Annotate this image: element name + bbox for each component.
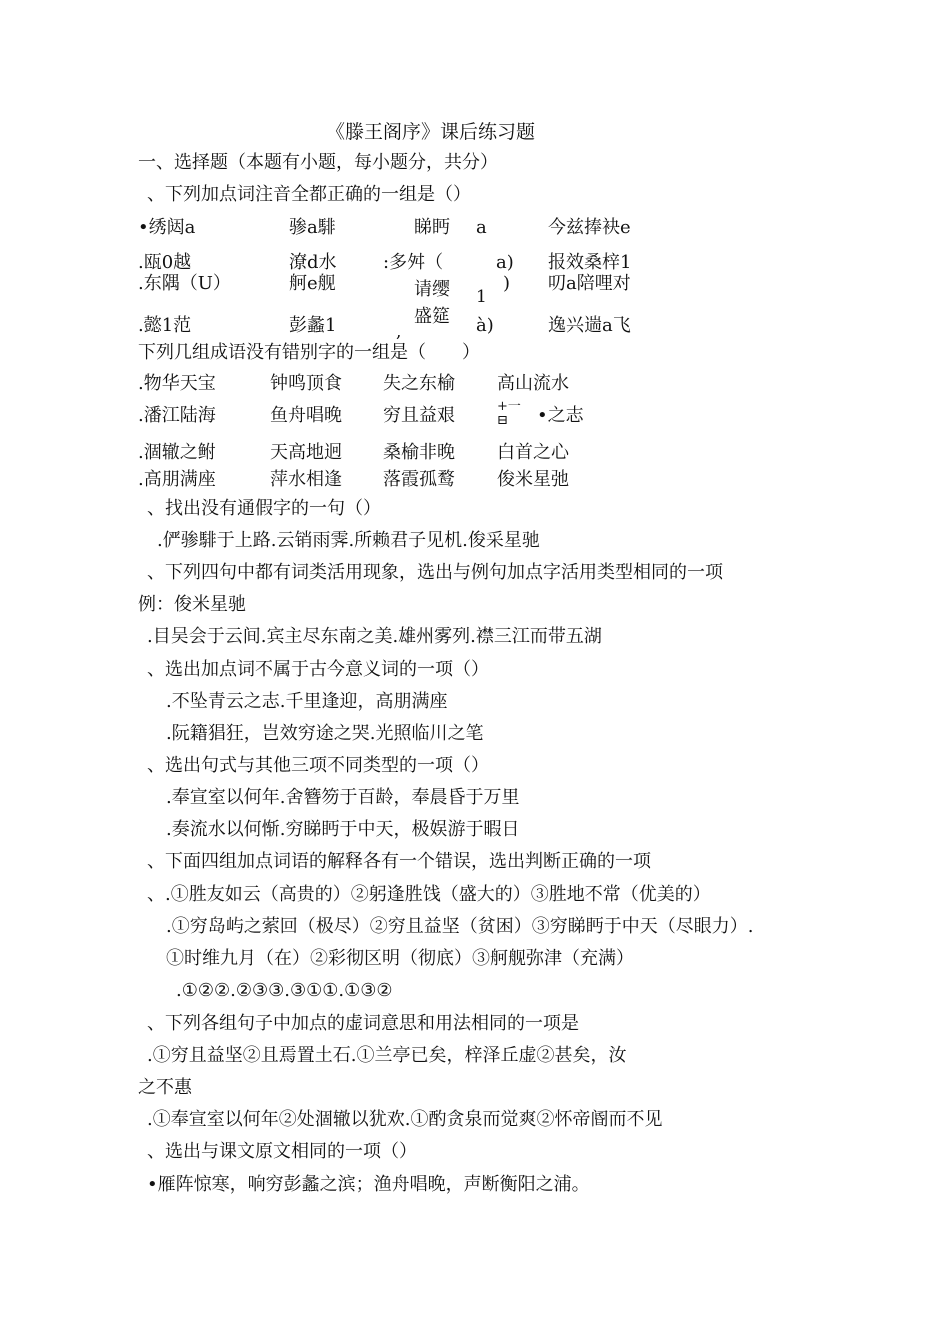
q7-option-4: .①②②.②③③.③①①.①③② (176, 980, 393, 1001)
q7-option-1: 、.①胜友如云（高贵的）②躬逢胜饯（盛大的）③胜地不常（优美的） (147, 884, 711, 905)
q7-option-3: ①时维九月（在）②彩彻区明（彻底）③舸舰弥津（充满） (166, 948, 634, 969)
q2-row-d-2: 萍水相逢 (270, 469, 342, 490)
q8-option-1: .①穷且益坚②且焉置土石.①兰亭已矣，梓泽丘虚②甚矣，汝 (147, 1045, 627, 1066)
q1-stem: 、下列加点词注音全都正确的一组是（） (147, 184, 471, 205)
q2-row-b-4: +一 ⊟ (497, 399, 521, 428)
q1-row-d-1: .懿1范 (138, 315, 192, 336)
q3-stem: 、找出没有通假字的一句（） (147, 498, 381, 519)
q7-stem: 、下面四组加点词语的解释各有一个错误，选出判断正确的一项 (147, 851, 651, 872)
q1-row-c-3: 请缨 (414, 279, 450, 300)
q1-row-d-3: 盛筵 (414, 306, 450, 327)
q2-row-a-3: 失之东榆 (383, 373, 455, 394)
q2-row-d-1: .高朋满座 (138, 469, 216, 490)
q1-row-a-1: •绣闼a (138, 217, 196, 238)
q1-row-a-4: a (476, 217, 487, 238)
q2-row-b-1: .潘江陆海 (138, 405, 216, 426)
q3-options: .俨骖騑于上路.云销雨霁.所赖君子见机.俊采星驰 (157, 530, 540, 551)
q2-row-a-4: 高山流水 (497, 373, 569, 394)
q2-stem: 下列几组成语没有错别字的一组是（ ） (138, 342, 480, 363)
q1-row-c-5: ) (503, 273, 511, 294)
q1-row-a-3: 睇眄 (414, 217, 450, 238)
q1-row-d-5: à) (476, 315, 494, 336)
q2-row-b-3: 穷且益艰 (383, 405, 455, 426)
q4-example: 例：俊米星驰 (138, 594, 246, 615)
q1-row-a-5: 今兹捧袂e (548, 217, 631, 238)
q8-option-2: .①奉宣室以何年②处涸辙以犹欢.①酌贪泉而觉爽②怀帝阍而不见 (147, 1109, 663, 1130)
q2-row-c-1: .涸辙之鲋 (138, 442, 216, 463)
q2-row-a-1: .物华天宝 (138, 373, 216, 394)
q2-row-d-4: 俊米星弛 (497, 469, 569, 490)
q1-row-b-2: 潦d水 (289, 252, 337, 273)
q1-row-b-4: a) (496, 252, 514, 273)
q1-row-c-1: .东隅（U） (138, 273, 231, 294)
q6-stem: 、选出句式与其他三项不同类型的一项（） (147, 755, 489, 776)
q2-row-c-2: 天高地迥 (270, 442, 342, 463)
q2-row-c-3: 桑榆非晚 (383, 442, 455, 463)
q1-row-b-3: :多舛（ (383, 252, 444, 273)
q2-row-d-3: 落霞孤鹜 (383, 469, 455, 490)
page-title: 《滕王阁序》课后练习题 (326, 121, 536, 143)
q9-stem: 、选出与课文原文相同的一项（） (147, 1141, 417, 1162)
q1-row-d-4: , (396, 322, 402, 342)
q2-row-b-2: 鱼舟唱晚 (270, 405, 342, 426)
q6-option-2: .奏流水以何惭.穷睇眄于中天，极娱游于暇日 (166, 819, 520, 840)
q1-row-a-2: 骖a騑 (289, 217, 336, 238)
q1-row-c-2: 舸e舰 (289, 273, 336, 294)
q9-option-1: •雁阵惊寒，响穷彭蠡之滨；渔舟唱晚，声断衡阳之浦。 (147, 1174, 590, 1195)
q8-option-1-cont: 之不惠 (138, 1077, 192, 1098)
q1-row-b-5: 报效桑梓1 (548, 252, 632, 273)
q2-row-a-2: 钟鸣顶食 (270, 373, 342, 394)
q6-option-1: .奉宣室以何年.舍簪笏于百龄，奉晨昏于万里 (166, 787, 520, 808)
q1-row-c-6: 叨a陪哩对 (548, 273, 631, 294)
q4-stem: 、下列四句中都有词类活用现象，选出与例句加点字活用类型相同的一项 (147, 562, 723, 583)
q1-row-d-6: 逸兴遄a飞 (548, 315, 631, 336)
q4-options: .目吴会于云间.宾主尽东南之美.雄州雾列.襟三江而带五湖 (147, 626, 602, 647)
q1-row-b-1: .瓯0越 (138, 252, 192, 273)
q5-stem: 、选出加点词不属于古今意义词的一项（） (147, 659, 489, 680)
q2-row-b-5: •之志 (537, 405, 584, 426)
q2-row-c-4: 白首之心 (497, 442, 569, 463)
q8-stem: 、下列各组句子中加点的虚词意思和用法相同的一项是 (147, 1013, 579, 1034)
q1-row-c-4: 1 (476, 287, 487, 307)
q5-option-2: .阮籍猖狂，岂效穷途之哭.光照临川之笔 (166, 723, 484, 744)
q7-option-2: .①穷岛屿之萦回（极尽）②穷且益坚（贫困）③穷睇眄于中天（尽眼力）. (166, 916, 754, 937)
q5-option-1: .不坠青云之志.千里逢迎，高朋满座 (166, 691, 448, 712)
q1-row-d-2: 彭蠡1 (289, 315, 337, 336)
section-heading: 一、选择题（本题有小题，每小题分，共分） (138, 152, 498, 173)
